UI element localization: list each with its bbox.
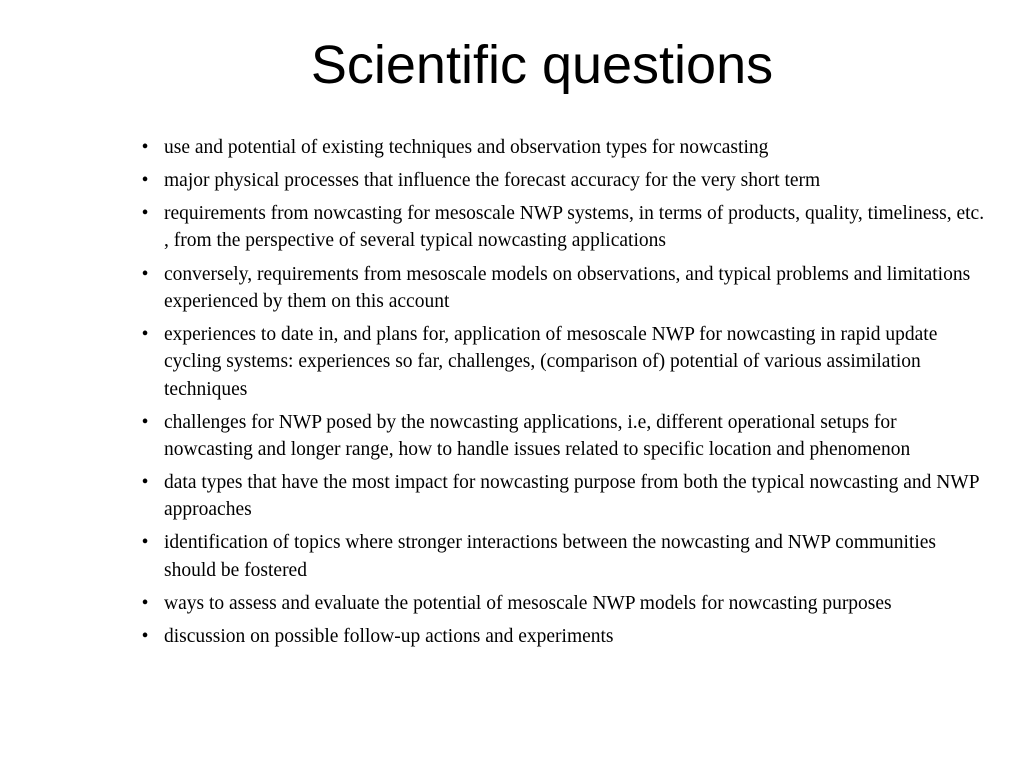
bullet-text: conversely, requirements from mesoscale models on observations, and typical problems and limitations experienced by them on this account	[164, 263, 971, 312]
bullet-item-10	[138, 623, 988, 650]
bullet-text: challenges for NWP posed by the nowcasting applications, i.e, different operational setups for nowcasting and longer range, how to handle issues related to specific location and phenomenon	[164, 411, 911, 460]
bullet-item-1	[138, 134, 988, 161]
bullet-text: identification of topics where stronger interactions between the nowcasting and NWP communities should be fostered	[164, 532, 937, 581]
bullet-text: ways to assess and evaluate the potential of mesoscale NWP models for nowcasting purposes	[164, 592, 892, 614]
bullet-item-8	[138, 529, 988, 584]
bullet-item-4	[138, 261, 988, 316]
bullet-icon: •	[141, 137, 149, 158]
bullet-item-7	[138, 469, 988, 524]
bullet-icon: •	[141, 203, 149, 225]
bullet-text: use and potential of existing techniques and observation types for nowcasting	[164, 137, 769, 158]
bullet-icon: •	[141, 263, 149, 285]
bullet-text: major physical processes that influence the forecast accuracy for the very short term	[164, 170, 821, 192]
bullet-text: discussion on possible follow-up actions and experiments	[164, 625, 614, 647]
bullet-icon: •	[141, 170, 149, 192]
bullet-icon: •	[141, 592, 149, 614]
bullet-item-2	[138, 167, 988, 194]
bullet-item-5	[138, 321, 988, 403]
bullet-icon: •	[141, 625, 149, 647]
slide-title: Scientific questions	[310, 35, 774, 95]
bullet-icon: •	[141, 472, 149, 494]
bullet-list	[138, 134, 988, 656]
bullet-text: requirements from nowcasting for mesoscale NWP systems, in terms of products, quality, timeliness, etc. , from the perspective of several typical nowcasting applications	[164, 203, 985, 252]
bullet-item-6	[138, 409, 988, 464]
bullet-text: experiences to date in, and plans for, application of mesoscale NWP for nowcasting in rapid update cycling systems: experiences so far, challenges, (comparison of) potential of various assimilation techniques	[164, 323, 938, 400]
bullet-icon: •	[141, 323, 149, 345]
bullet-item-3	[138, 200, 988, 255]
bullet-icon: •	[141, 411, 149, 433]
bullet-icon: •	[141, 532, 149, 554]
bullet-item-9	[138, 590, 988, 617]
bullet-text: data types that have the most impact for nowcasting purpose from both the typical nowcasting and NWP approaches	[164, 472, 979, 521]
